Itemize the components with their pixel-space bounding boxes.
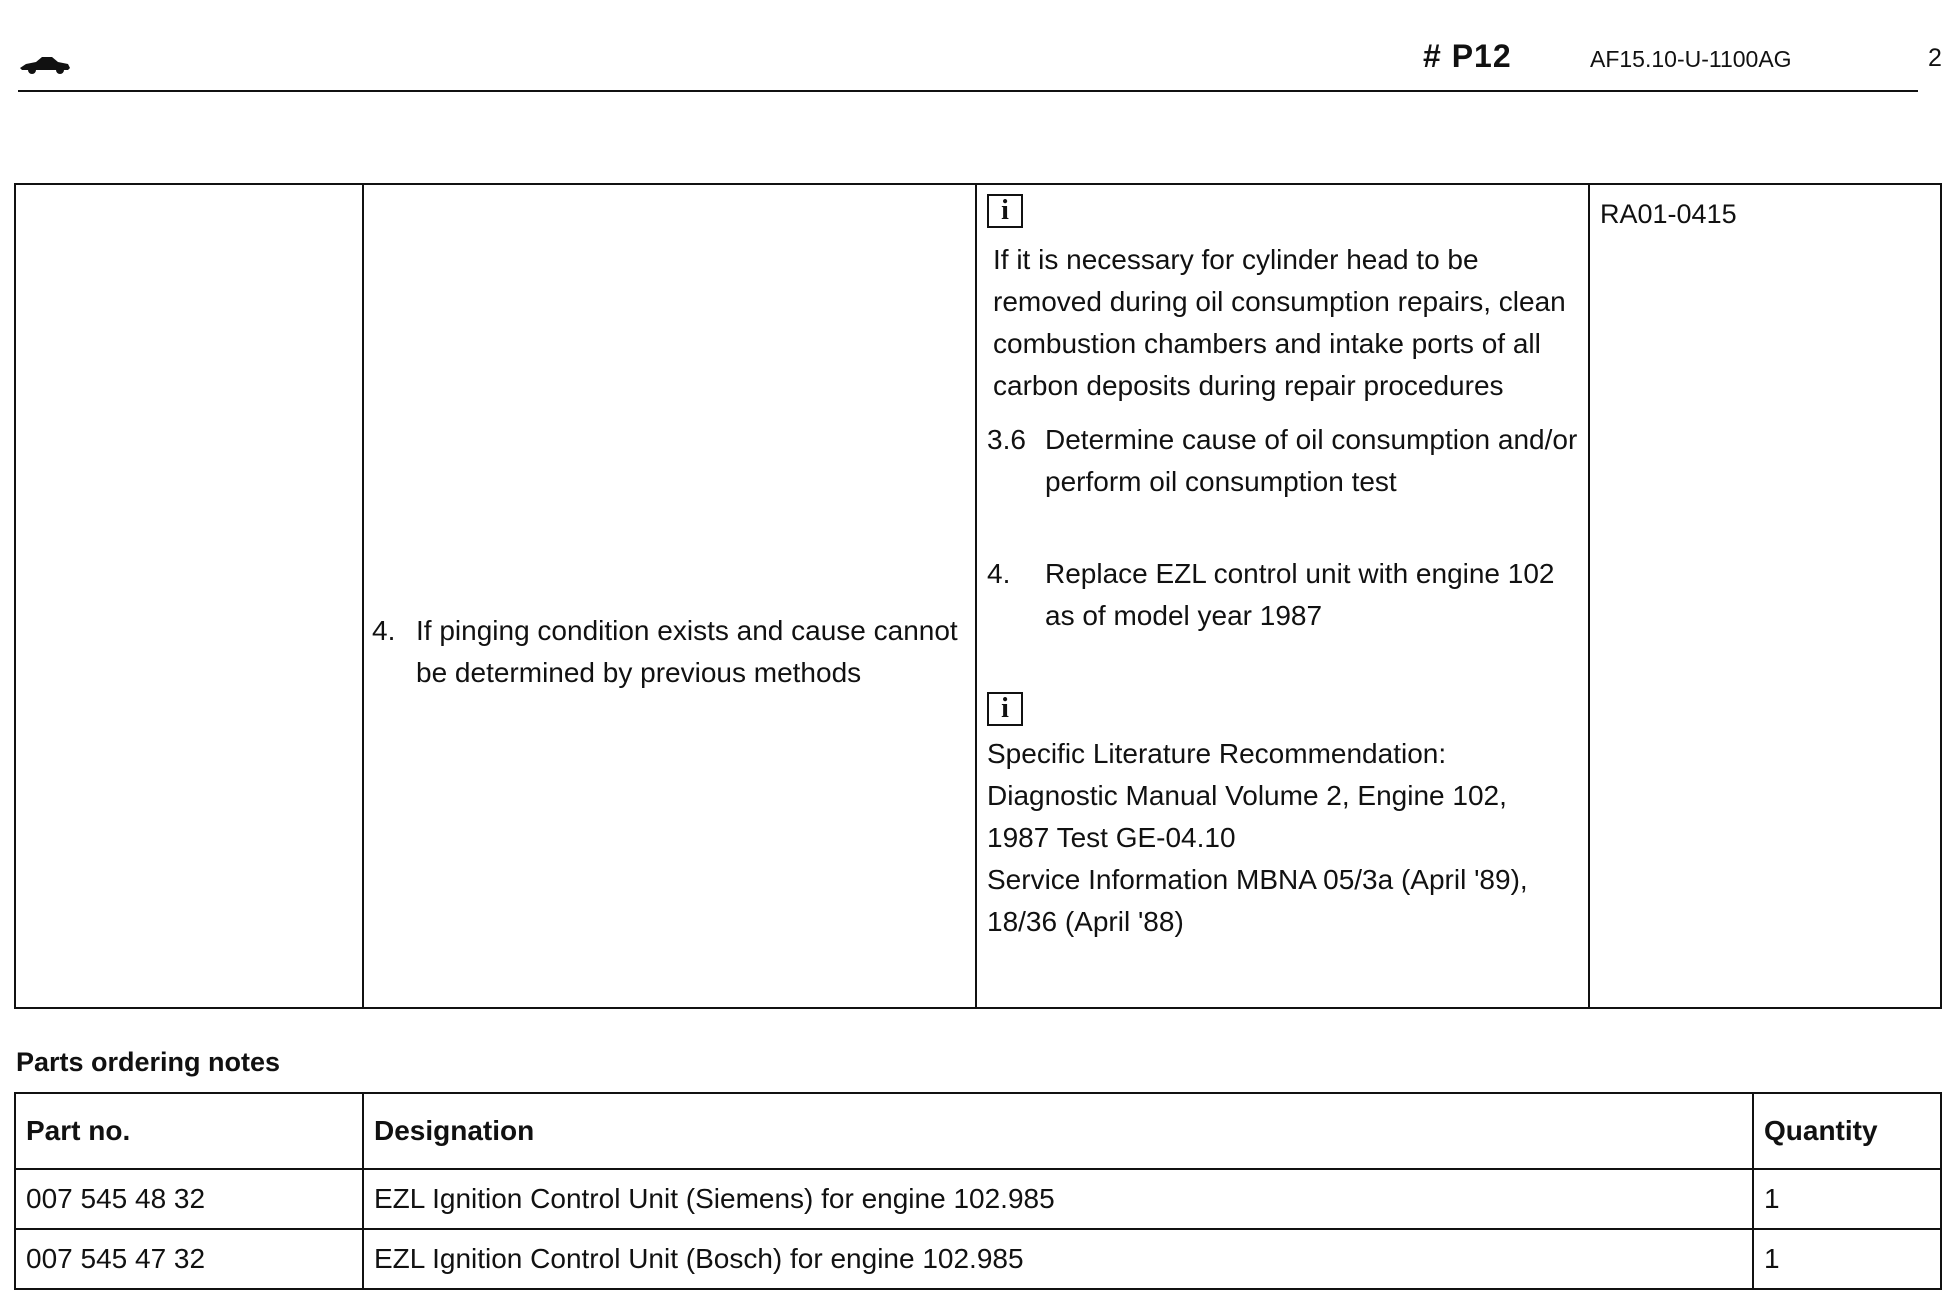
quantity-header: Quantity xyxy=(1753,1093,1941,1169)
designation-cell: EZL Ignition Control Unit (Siemens) for engine 102.985 xyxy=(363,1169,1753,1229)
step-number: 3.6 xyxy=(987,424,1026,455)
document-number: # P12 xyxy=(1423,38,1512,74)
condition-text: If pinging condition exists and cause cannot be determined by previous methods xyxy=(416,615,958,688)
table-row xyxy=(15,184,1941,1008)
literature-line: Diagnostic Manual Volume 2, Engine 102, xyxy=(987,780,1507,811)
repair-table xyxy=(14,183,1942,1009)
designation-cell: EZL Ignition Control Unit (Bosch) for engine 102.985 xyxy=(363,1229,1753,1289)
literature-line: Service Information MBNA 05/3a (April '89), 18/36 (April '88) xyxy=(987,864,1528,937)
reference-cell xyxy=(1589,184,1941,1008)
condition-item-4 xyxy=(372,610,965,694)
remedy-cell xyxy=(976,184,1589,1008)
table-header-row xyxy=(15,1093,1941,1169)
condition-number: 4. xyxy=(372,615,396,646)
car-icon xyxy=(18,52,72,76)
page-header xyxy=(0,0,1956,100)
info-note: If it is necessary for cylinder head to be removed during oil consumption repairs, clean combustion chambers and intake ports of all carbon deposits during repair procedures xyxy=(993,244,1566,401)
quantity-cell: 1 xyxy=(1753,1169,1941,1229)
step-text: Determine cause of oil consumption and/or perform oil consumption test xyxy=(1045,424,1578,497)
empty-cell xyxy=(15,184,363,1008)
info-icon: i xyxy=(987,692,1023,726)
table-row xyxy=(15,1169,1941,1229)
step-3-6 xyxy=(987,419,1578,503)
condition-cell xyxy=(363,184,976,1008)
literature-line: 1987 Test GE-04.10 xyxy=(987,822,1236,853)
literature-recommendation xyxy=(987,733,1578,943)
header-rule xyxy=(18,90,1918,92)
parts-ordering-title: Parts ordering notes xyxy=(16,1047,281,1077)
step-4 xyxy=(987,553,1578,637)
table-row xyxy=(15,1229,1941,1289)
part-no-header: Part no. xyxy=(15,1093,363,1169)
quantity-cell: 1 xyxy=(1753,1229,1941,1289)
page-number: 2 xyxy=(1928,44,1942,72)
step-text: Replace EZL control unit with engine 102 as of model year 1987 xyxy=(1045,558,1555,631)
literature-line: Specific Literature Recommendation: xyxy=(987,738,1447,769)
designation-header: Designation xyxy=(363,1093,1753,1169)
document-code: AF15.10-U-1100AG xyxy=(1590,46,1792,72)
reference-code: RA01-0415 xyxy=(1600,199,1737,229)
parts-table xyxy=(14,1092,1942,1290)
part-no-cell: 007 545 47 32 xyxy=(15,1229,363,1289)
info-icon: i xyxy=(987,194,1023,228)
part-no-cell: 007 545 48 32 xyxy=(15,1169,363,1229)
step-number: 4. xyxy=(987,558,1011,589)
